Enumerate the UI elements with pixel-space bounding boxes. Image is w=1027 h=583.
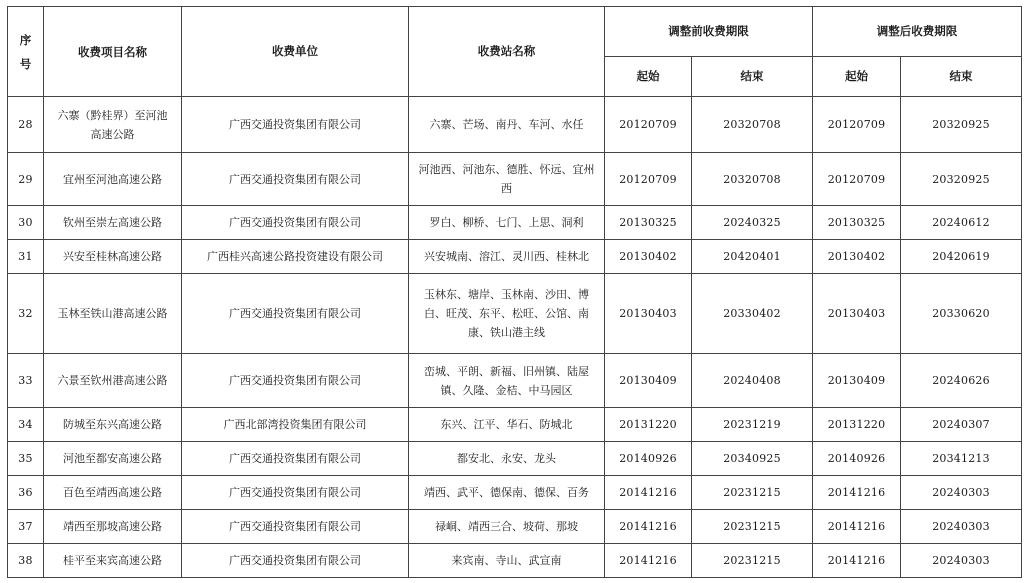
row-before-start: 20120709 [605,153,692,206]
row-after-start: 20141216 [813,476,901,510]
row-stations: 河池西、河池东、德胜、怀远、宜州西 [409,153,605,206]
table-row [8,240,1022,274]
row-before-start: 20141216 [605,510,692,544]
row-unit: 广西交通投资集团有限公司 [182,354,409,408]
row-stations: 都安北、永安、龙头 [409,442,605,476]
row-number: 30 [8,206,44,240]
row-after-start: 20130403 [813,274,901,354]
row-after-start: 20130402 [813,240,901,274]
row-project: 桂平至来宾高速公路 [44,544,182,578]
header-before-start: 起始 [605,57,692,97]
row-stations: 罗白、柳桥、七门、上思、洞利 [409,206,605,240]
header-before-end: 结束 [692,57,813,97]
row-stations: 玉林东、塘岸、玉林南、沙田、博白、旺茂、东平、松旺、公馆、南康、铁山港主线 [409,274,605,354]
row-before-start: 20130325 [605,206,692,240]
row-unit: 广西交通投资集团有限公司 [182,153,409,206]
row-after-end: 20420619 [901,240,1022,274]
row-after-end: 20240612 [901,206,1022,240]
row-project: 兴安至桂林高速公路 [44,240,182,274]
table-row [8,153,1022,206]
row-before-end: 20420401 [692,240,813,274]
row-project: 百色至靖西高速公路 [44,476,182,510]
row-before-start: 20131220 [605,408,692,442]
row-before-end: 20320708 [692,97,813,153]
row-before-end: 20231215 [692,476,813,510]
row-number: 37 [8,510,44,544]
row-before-start: 20141216 [605,544,692,578]
header-project: 收费项目名称 [44,7,182,97]
row-after-end: 20320925 [901,97,1022,153]
row-before-end: 20231219 [692,408,813,442]
table-row [8,408,1022,442]
row-before-end: 20240408 [692,354,813,408]
row-after-end: 20240626 [901,354,1022,408]
row-before-end: 20240325 [692,206,813,240]
row-after-end: 20240307 [901,408,1022,442]
table-row [8,442,1022,476]
row-unit: 广西交通投资集团有限公司 [182,476,409,510]
row-stations: 六寨、芒场、南丹、车河、水任 [409,97,605,153]
table-row [8,97,1022,153]
header-after-end: 结束 [901,57,1022,97]
row-stations: 兴安城南、溶江、灵川西、桂林北 [409,240,605,274]
row-before-end: 20320708 [692,153,813,206]
row-stations: 靖西、武平、德保南、德保、百务 [409,476,605,510]
row-after-start: 20130409 [813,354,901,408]
row-before-start: 20130402 [605,240,692,274]
row-stations: 禄峒、靖西三合、坡荷、那坡 [409,510,605,544]
row-unit: 广西交通投资集团有限公司 [182,97,409,153]
row-after-end: 20240303 [901,476,1022,510]
row-after-start: 20141216 [813,510,901,544]
row-after-end: 20240303 [901,510,1022,544]
header-after: 调整后收费期限 [813,7,1022,57]
row-unit: 广西交通投资集团有限公司 [182,544,409,578]
row-project: 防城至东兴高速公路 [44,408,182,442]
row-project: 靖西至那坡高速公路 [44,510,182,544]
row-number: 38 [8,544,44,578]
row-project: 河池至都安高速公路 [44,442,182,476]
row-after-end: 20341213 [901,442,1022,476]
row-number: 28 [8,97,44,153]
row-before-start: 20130403 [605,274,692,354]
row-unit: 广西北部湾投资集团有限公司 [182,408,409,442]
toll-period-table [7,6,1022,578]
row-after-start: 20130325 [813,206,901,240]
row-unit: 广西交通投资集团有限公司 [182,274,409,354]
row-after-start: 20120709 [813,153,901,206]
table-row [8,206,1022,240]
header-row-1 [8,7,1022,57]
row-before-start: 20130409 [605,354,692,408]
row-after-end: 20320925 [901,153,1022,206]
row-project: 六寨（黔桂界）至河池高速公路 [44,97,182,153]
table-row [8,476,1022,510]
row-after-start: 20120709 [813,97,901,153]
row-unit: 广西交通投资集团有限公司 [182,206,409,240]
row-number: 29 [8,153,44,206]
table-body [8,97,1022,578]
row-before-start: 20120709 [605,97,692,153]
header-before: 调整前收费期限 [605,7,813,57]
row-after-start: 20141216 [813,544,901,578]
row-stations: 峦城、平朗、新福、旧州镇、陆屋镇、久隆、金桔、中马园区 [409,354,605,408]
row-before-start: 20141216 [605,476,692,510]
table-row [8,354,1022,408]
row-after-end: 20240303 [901,544,1022,578]
row-after-start: 20140926 [813,442,901,476]
row-number: 31 [8,240,44,274]
header-after-start: 起始 [813,57,901,97]
header-stations: 收费站名称 [409,7,605,97]
row-unit: 广西交通投资集团有限公司 [182,510,409,544]
row-project: 宜州至河池高速公路 [44,153,182,206]
header-unit: 收费单位 [182,7,409,97]
row-before-end: 20340925 [692,442,813,476]
row-before-end: 20231215 [692,510,813,544]
row-number: 36 [8,476,44,510]
row-number: 32 [8,274,44,354]
row-unit: 广西交通投资集团有限公司 [182,442,409,476]
row-number: 33 [8,354,44,408]
row-stations: 来宾南、寺山、武宣南 [409,544,605,578]
row-before-start: 20140926 [605,442,692,476]
row-number: 34 [8,408,44,442]
header-seq: 序号 [8,7,44,97]
row-project: 玉林至铁山港高速公路 [44,274,182,354]
row-project: 钦州至崇左高速公路 [44,206,182,240]
table-row [8,274,1022,354]
table-row [8,544,1022,578]
table-row [8,510,1022,544]
row-project: 六景至钦州港高速公路 [44,354,182,408]
row-after-start: 20131220 [813,408,901,442]
row-unit: 广西桂兴高速公路投资建设有限公司 [182,240,409,274]
row-before-end: 20231215 [692,544,813,578]
row-number: 35 [8,442,44,476]
row-after-end: 20330620 [901,274,1022,354]
row-stations: 东兴、江平、华石、防城北 [409,408,605,442]
row-before-end: 20330402 [692,274,813,354]
